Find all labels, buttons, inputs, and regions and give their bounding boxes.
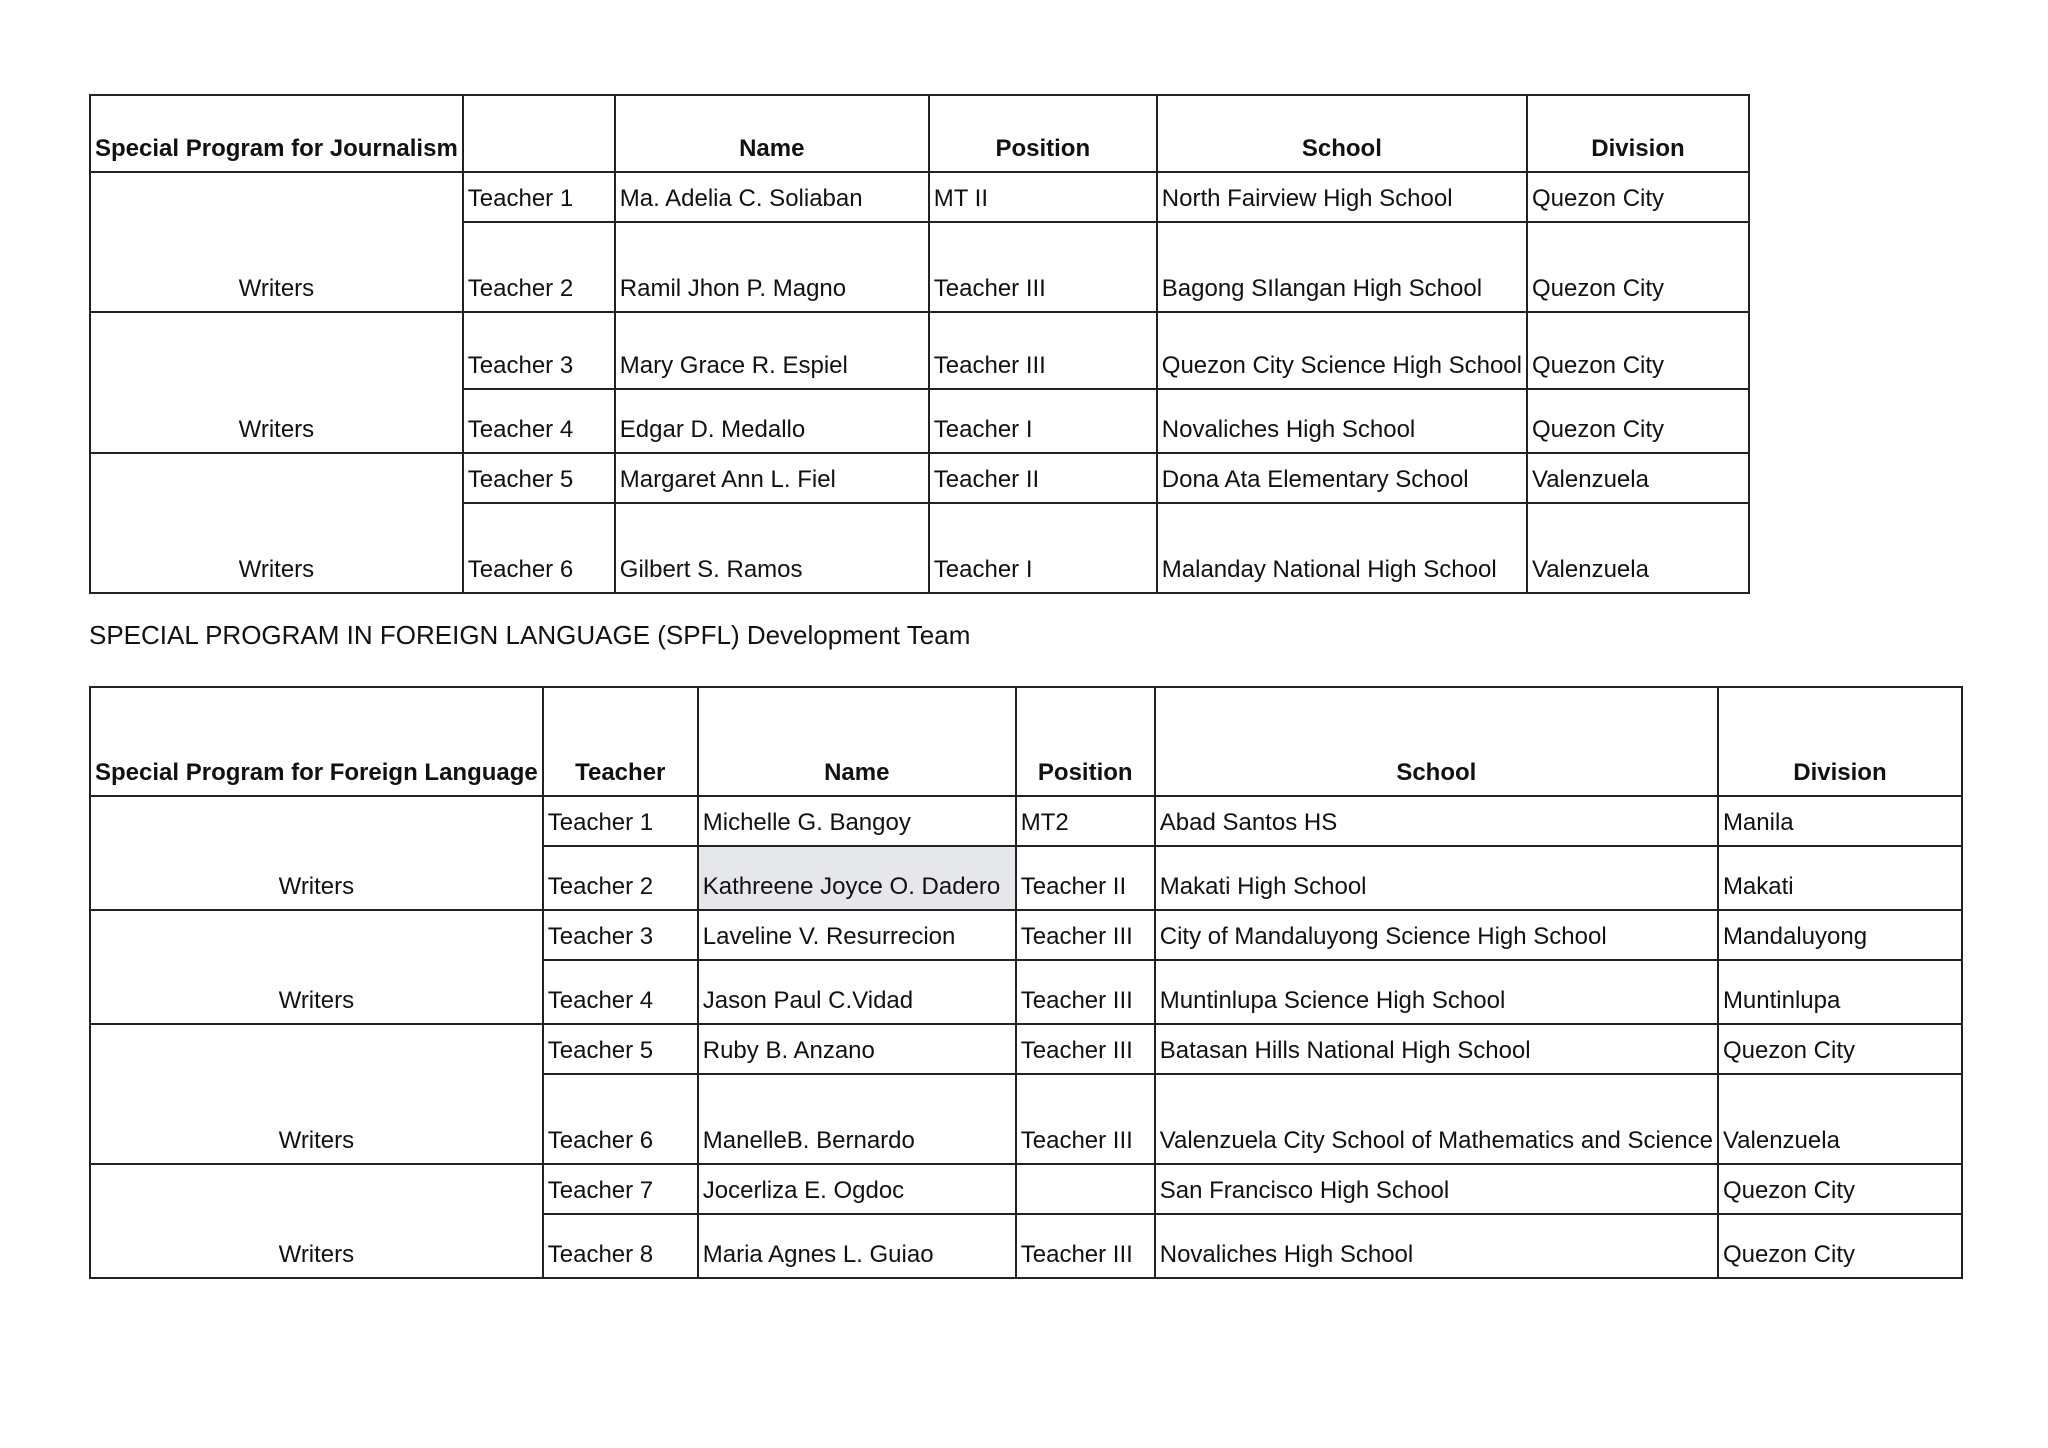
group-label: Writers — [90, 1024, 543, 1164]
division-cell: Quezon City — [1527, 172, 1749, 222]
teacher-cell: Teacher 4 — [543, 960, 698, 1024]
teacher-cell: Teacher 2 — [543, 846, 698, 910]
school-cell: Muntinlupa Science High School — [1155, 960, 1718, 1024]
position-cell: Teacher III — [1016, 960, 1155, 1024]
header-row — [90, 95, 1749, 172]
group-label: Writers — [90, 172, 463, 312]
foreign-language-table — [89, 686, 1963, 1279]
teacher-cell: Teacher 1 — [543, 796, 698, 846]
school-cell: Abad Santos HS — [1155, 796, 1718, 846]
teacher-cell: Teacher 5 — [543, 1024, 698, 1074]
name-cell: Ma. Adelia C. Soliaban — [615, 172, 929, 222]
division-cell: Makati — [1718, 846, 1962, 910]
school-cell: Batasan Hills National High School — [1155, 1024, 1718, 1074]
name-cell-selected[interactable]: Kathreene Joyce O. Dadero — [698, 846, 1016, 910]
position-cell: Teacher III — [1016, 1074, 1155, 1164]
name-cell: Ruby B. Anzano — [698, 1024, 1016, 1074]
position-cell: Teacher III — [929, 222, 1157, 312]
group-label: Writers — [90, 1164, 543, 1278]
teacher-cell: Teacher 4 — [463, 389, 615, 453]
group-label: Writers — [90, 312, 463, 453]
position-cell: Teacher III — [929, 312, 1157, 389]
school-cell: Malanday National High School — [1157, 503, 1527, 593]
name-cell: Mary Grace R. Espiel — [615, 312, 929, 389]
division-cell: Quezon City — [1527, 389, 1749, 453]
school-cell: North Fairview High School — [1157, 172, 1527, 222]
position-cell: Teacher I — [929, 389, 1157, 453]
name-cell: Gilbert S. Ramos — [615, 503, 929, 593]
division-cell: Valenzuela — [1527, 453, 1749, 503]
table-row — [90, 910, 1962, 960]
table-row — [90, 796, 1962, 846]
school-cell: San Francisco High School — [1155, 1164, 1718, 1214]
name-cell: Jason Paul C.Vidad — [698, 960, 1016, 1024]
name-cell: Edgar D. Medallo — [615, 389, 929, 453]
division-cell: Valenzuela — [1527, 503, 1749, 593]
position-cell: Teacher III — [1016, 910, 1155, 960]
school-cell: Dona Ata Elementary School — [1157, 453, 1527, 503]
teacher-cell: Teacher 6 — [463, 503, 615, 593]
position-cell: MT II — [929, 172, 1157, 222]
section-heading: SPECIAL PROGRAM IN FOREIGN LANGUAGE (SPFL) Development Team — [89, 620, 971, 650]
school-header: School — [1155, 687, 1718, 796]
table-row — [90, 453, 1749, 503]
teacher-cell: Teacher 5 — [463, 453, 615, 503]
division-cell: Quezon City — [1527, 222, 1749, 312]
division-cell: Quezon City — [1718, 1024, 1962, 1074]
division-header: Division — [1527, 95, 1749, 172]
school-header: School — [1157, 95, 1527, 172]
position-header: Position — [1016, 687, 1155, 796]
teacher-cell: Teacher 8 — [543, 1214, 698, 1278]
school-cell: Makati High School — [1155, 846, 1718, 910]
table-row — [90, 312, 1749, 389]
division-cell: Muntinlupa — [1718, 960, 1962, 1024]
position-cell: Teacher II — [1016, 846, 1155, 910]
position-cell: Teacher I — [929, 503, 1157, 593]
school-cell: Novaliches High School — [1157, 389, 1527, 453]
position-cell — [1016, 1164, 1155, 1214]
group-label: Writers — [90, 910, 543, 1024]
teacher-header — [463, 95, 615, 172]
name-cell: Jocerliza E. Ogdoc — [698, 1164, 1016, 1214]
table-row — [90, 172, 1749, 222]
division-cell: Quezon City — [1718, 1214, 1962, 1278]
division-cell: Mandaluyong — [1718, 910, 1962, 960]
name-cell: Laveline V. Resurrecion — [698, 910, 1016, 960]
teacher-cell: Teacher 2 — [463, 222, 615, 312]
header-row — [90, 687, 1962, 796]
school-cell: City of Mandaluyong Science High School — [1155, 910, 1718, 960]
division-cell: Manila — [1718, 796, 1962, 846]
program-header: Special Program for Journalism — [90, 95, 463, 172]
division-header: Division — [1718, 687, 1962, 796]
school-cell: Bagong SIlangan High School — [1157, 222, 1527, 312]
position-cell: MT2 — [1016, 796, 1155, 846]
teacher-cell: Teacher 3 — [463, 312, 615, 389]
position-cell: Teacher III — [1016, 1214, 1155, 1278]
school-cell: Valenzuela City School of Mathematics and Science — [1155, 1074, 1718, 1164]
name-cell: Margaret Ann L. Fiel — [615, 453, 929, 503]
division-cell: Quezon City — [1718, 1164, 1962, 1214]
name-header: Name — [615, 95, 929, 172]
name-cell: Michelle G. Bangoy — [698, 796, 1016, 846]
name-cell: ManelleB. Bernardo — [698, 1074, 1016, 1164]
teacher-cell: Teacher 6 — [543, 1074, 698, 1164]
position-cell: Teacher II — [929, 453, 1157, 503]
teacher-cell: Teacher 3 — [543, 910, 698, 960]
division-cell: Quezon City — [1527, 312, 1749, 389]
name-cell: Ramil Jhon P. Magno — [615, 222, 929, 312]
table-row — [90, 1164, 1962, 1214]
name-cell: Maria Agnes L. Guiao — [698, 1214, 1016, 1278]
name-header: Name — [698, 687, 1016, 796]
school-cell: Novaliches High School — [1155, 1214, 1718, 1278]
school-cell: Quezon City Science High School — [1157, 312, 1527, 389]
teacher-header: Teacher — [543, 687, 698, 796]
teacher-cell: Teacher 1 — [463, 172, 615, 222]
teacher-cell: Teacher 7 — [543, 1164, 698, 1214]
group-label: Writers — [90, 453, 463, 593]
journalism-table — [89, 94, 1750, 594]
position-header: Position — [929, 95, 1157, 172]
position-cell: Teacher III — [1016, 1024, 1155, 1074]
program-header: Special Program for Foreign Language — [90, 687, 543, 796]
division-cell: Valenzuela — [1718, 1074, 1962, 1164]
group-label: Writers — [90, 796, 543, 910]
table-row — [90, 1024, 1962, 1074]
